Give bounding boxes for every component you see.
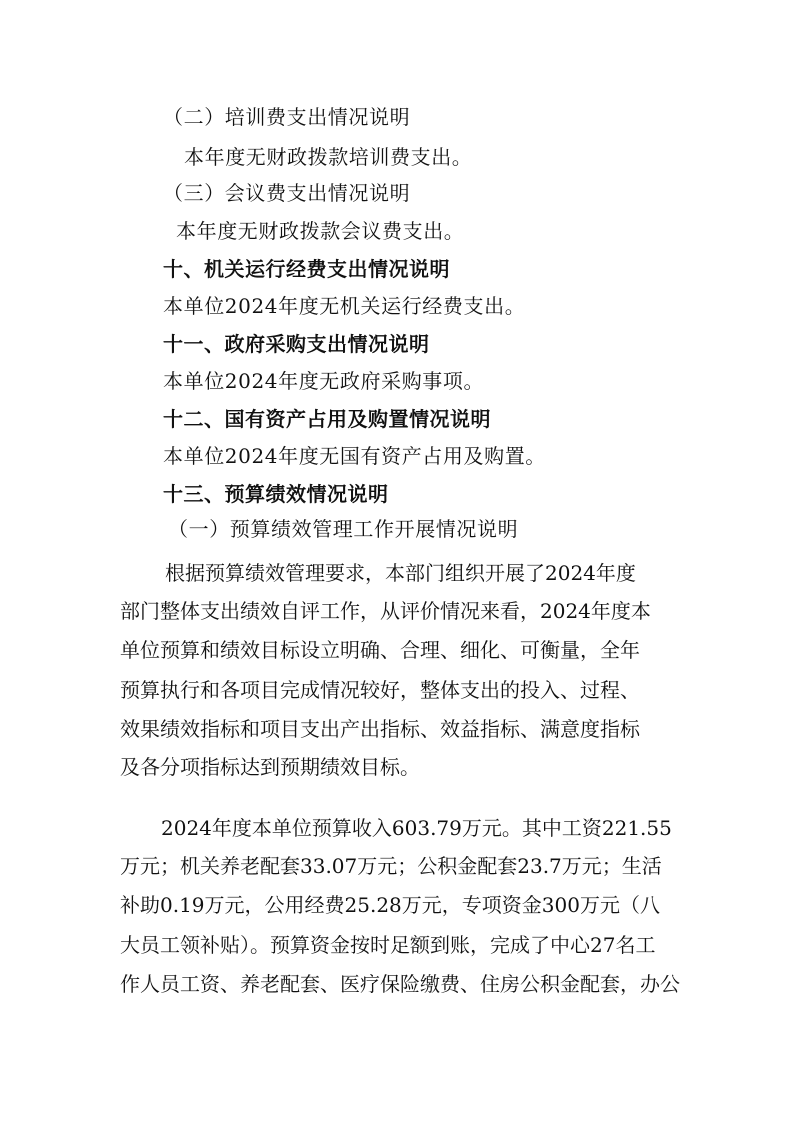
paragraph-line: 单位预算和绩效目标设立明确、合理、细化、可衡量，全年 — [120, 638, 640, 662]
section-10-heading: 十、机关运行经费支出情况说明 — [163, 257, 450, 281]
paragraph-line: 大员工领补贴）。预算资金按时足额到账，完成了中心27名工 — [120, 933, 656, 957]
paragraph-line: 预算执行和各项目完成情况较好，整体支出的投入、过程、 — [120, 678, 640, 702]
meeting-fee-heading: （三）会议费支出情况说明 — [163, 181, 411, 205]
section-11-heading: 十一、政府采购支出情况说明 — [163, 332, 430, 356]
section-12-body: 本单位2024年度无国有资产占用及购置。 — [163, 444, 546, 468]
section-12-heading: 十二、国有资产占用及购置情况说明 — [163, 407, 491, 431]
paragraph-line: 作人员工资、养老配套、医疗保险缴费、住房公积金配套，办公 — [120, 972, 680, 996]
paragraph-line: 补助0.19万元，公用经费25.28万元，专项资金300万元（八 — [120, 893, 660, 917]
paragraph-line: 部门整体支出绩效自评工作，从评价情况来看，2024年度本 — [120, 599, 651, 623]
section-13-heading: 十三、预算绩效情况说明 — [163, 482, 389, 506]
paragraph-line: 效果绩效指标和项目支出产出指标、效益指标、满意度指标 — [120, 717, 640, 741]
training-fee-body: 本年度无财政拨款培训费支出。 — [184, 145, 473, 169]
training-fee-heading: （二）培训费支出情况说明 — [163, 105, 411, 129]
paragraph-line: 根据预算绩效管理要求，本部门组织开展了2024年度 — [165, 561, 636, 585]
meeting-fee-body: 本年度无财政拨款会议费支出。 — [176, 219, 465, 243]
section-10-body: 本单位2024年度无机关运行经费支出。 — [163, 294, 526, 318]
paragraph-line: 万元；机关养老配套33.07万元；公积金配套23.7万元；生活 — [120, 854, 662, 878]
section-11-body: 本单位2024年度无政府采购事项。 — [163, 369, 485, 393]
paragraph-line: 及各分项指标达到预期绩效目标。 — [120, 755, 420, 779]
paragraph-line: 2024年度本单位预算收入603.79万元。其中工资221.55 — [161, 816, 672, 840]
section-13-subheading-1: （一）预算绩效管理工作开展情况说明 — [168, 517, 519, 541]
